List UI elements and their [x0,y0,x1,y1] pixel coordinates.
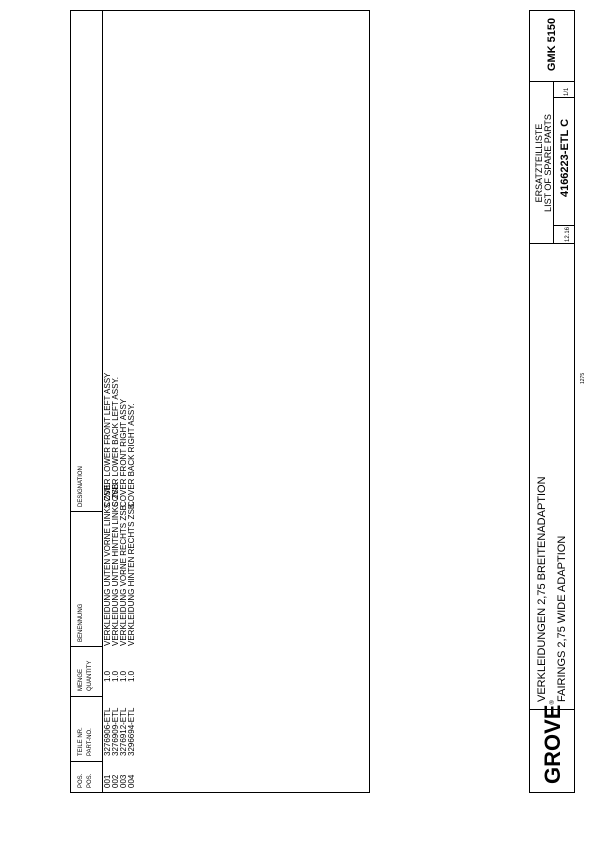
row-name-en: COVER LOWER BACK LEFT ASSY. [111,377,120,507]
row-pos: 001 [103,774,112,788]
title-block [529,10,575,793]
parts-table [70,10,370,793]
header-name-de: BENENNUNG [78,603,84,642]
header-designation-en: DESIGNATION [78,466,84,507]
header-pos [77,774,95,788]
row-qty: 1.0 [111,670,120,682]
header-pos-en: POS. [87,773,93,788]
header-qty [77,661,95,691]
row-name-de: VERKLEIDUNG UNTEN VORNE LINKS ZSB. [103,482,112,646]
row-name-de: VERKLEIDUNG UNTEN HINTEN LINKS ZSB. [111,481,120,646]
table-row [128,9,136,792]
revision-date: 12.16 [565,226,571,242]
header-part-en: PART-NO. [87,728,93,756]
header-pos-de: POS. [78,773,84,788]
row-qty: 1.0 [103,670,112,682]
row-pos: 003 [119,774,128,788]
document-number: 4166223-ETL C [559,118,571,198]
header-qty-de: MENGE [78,668,84,691]
sheet-type-de: ERSATZTEILLISTE [534,123,544,203]
header-part-de: TEILE NR. [78,727,84,756]
row-name-en: COVER LOWER FRONT LEFT ASSY [103,372,112,507]
row-name-en: COVER BACK RIGHT ASSY. [127,403,136,507]
crane-model: GMK 5150 [546,17,558,72]
row-part: 3296694-ETL [127,707,136,756]
row-qty: 1.0 [127,670,136,682]
row-name-de: VERKLEIDUNG VORNE RECHTS ZSB. [119,502,128,646]
logo-text: GROVE [540,704,565,784]
row-part: 3276906-ETL [103,707,112,756]
header-name [77,604,86,642]
sheet-type-en: LIST OF SPARE PARTS [543,114,553,212]
registered-mark: ® [550,700,556,705]
header-designation [77,466,86,507]
header-part [77,727,95,756]
row-pos: 004 [127,774,136,788]
row-part: 3276909-ETL [111,707,120,756]
row-part: 3276912-ETL [119,707,128,756]
grove-logo [542,700,564,784]
page-number: 1/1 [564,87,570,96]
row-name-en: COVER FRONT RIGHT ASSY [119,398,128,507]
row-pos: 002 [111,774,120,788]
header-qty-en: QUANTITY [87,660,93,691]
drawing-title-de: VERKLEIDUNGEN 2,75 BREITENADAPTION [536,476,548,702]
row-name-de: VERKLEIDUNG HINTEN RECHTS ZSB. [127,501,136,646]
row-qty: 1.0 [119,670,128,682]
page-marker: 1275 [580,372,586,384]
drawing-title-en: FAIRINGS 2,75 WIDE ADAPTION [556,535,568,702]
